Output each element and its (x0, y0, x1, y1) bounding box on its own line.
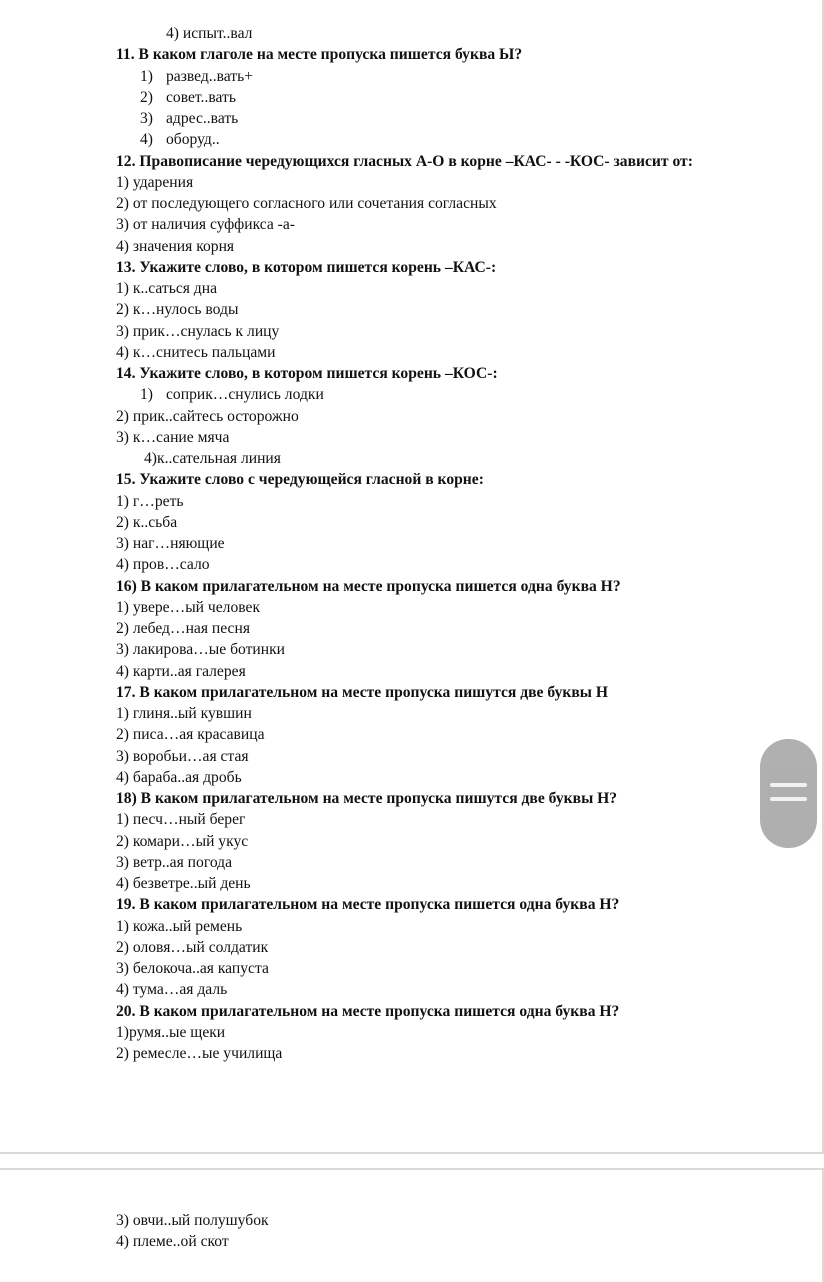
document-page-2 (0, 1168, 824, 1282)
page-1-text (116, 23, 796, 1064)
scroll-handle[interactable] (760, 739, 817, 848)
answer-option: 2) прик..сайтесь осторожно (116, 407, 299, 425)
answer-option: 3) от наличия суффикса -а- (116, 216, 295, 234)
answer-option: 4) значения корня (116, 237, 235, 255)
question-heading: 20. В каком прилагательном на месте пропуска пишется одна буква Н? (116, 1002, 620, 1020)
answer-option: 3) белокоча..ая капуста (116, 960, 269, 977)
answer-option: 3) лакирова…ые ботинки (116, 641, 286, 659)
answer-option: 2) оловя…ый солдатик (116, 938, 269, 956)
option-number: 4) (140, 131, 153, 149)
answer-option: 4)к..сательная линия (144, 450, 281, 467)
answer-option (116, 66, 796, 87)
question-heading: 12. Правописание чередующихся гласных А-О в корне –КАС- - -КОС- зависит от: (116, 152, 693, 170)
answer-option: 1) г…реть (116, 492, 184, 510)
answer-option: 4) к…снитесь пальцами (116, 343, 276, 361)
answer-option: 2) писа…ая красавица (116, 726, 265, 744)
answer-option: 2) к…нулось воды (116, 301, 239, 319)
answer-option: 4) бараба..ая дробь (116, 768, 242, 786)
answer-option: 3) прик…снулась к лицу (116, 322, 280, 340)
question-heading: 17. В каком прилагательном на месте пропуска пишутся две буквы Н (116, 683, 608, 701)
option-text: адрес..вать (166, 110, 239, 127)
page-gap (0, 1154, 824, 1168)
option-number: 1) (140, 386, 153, 404)
answer-option: 1)румя..ые щеки (116, 1023, 226, 1041)
question-heading: 19. В каком прилагательном на месте пропуска пишется одна буква Н? (116, 896, 620, 914)
option-number: 1) (140, 67, 153, 85)
answer-option: 2) лебед…ная песня (116, 620, 250, 637)
answer-option: 3) ветр..ая погода (116, 853, 233, 871)
option-text: совет..вать (166, 88, 236, 106)
answer-option: 3) к…сание мяча (116, 428, 230, 446)
answer-option: 1) глиня..ый кувшин (116, 705, 252, 722)
answer-option: 4) испыт..вал (166, 25, 253, 42)
answer-option: 3) воробьи…ая стая (116, 747, 249, 765)
answer-option: 4) пров…сало (116, 556, 210, 574)
question-heading: 18) В каком прилагательном на месте пропуска пишутся две буквы Н? (116, 790, 618, 807)
answer-option: 2) к..сьба (116, 513, 178, 531)
answer-option: 2) от последующего согласного или сочетания согласных (116, 195, 497, 212)
answer-option (116, 87, 796, 108)
menu-lines-icon (770, 797, 807, 801)
answer-option (116, 129, 796, 150)
answer-option: 4) безветре..ый день (116, 875, 251, 892)
question-heading: 16) В каком прилагательном на месте пропуска пишется одна буква Н? (116, 577, 621, 595)
answer-option: 2) ремесле…ые училища (116, 1045, 283, 1062)
option-number: 2) (140, 88, 153, 106)
answer-option: 1) увере…ый человек (116, 598, 261, 616)
option-text: соприк…снулись лодки (166, 386, 324, 404)
answer-option: 1) к..саться дна (116, 280, 218, 297)
answer-option: 3) овчи..ый полушубок (116, 1212, 269, 1229)
answer-option: 4) карти..ая галерея (116, 662, 246, 680)
answer-option (116, 384, 796, 405)
option-text: развед..вать+ (166, 67, 253, 85)
option-text: оборуд.. (166, 131, 220, 149)
question-heading: 14. Укажите слово, в котором пишется корень –КОС-: (116, 365, 498, 382)
answer-option: 4) тума…ая даль (116, 981, 228, 999)
answer-option: 1) ударения (116, 173, 194, 191)
page-2-text (116, 1210, 796, 1253)
answer-option: 1) песч…ный берег (116, 811, 246, 829)
answer-option: 3) наг…няющие (116, 535, 225, 552)
question-heading: 15. Укажите слово с чередующейся гласной в корне: (116, 471, 484, 489)
answer-option: 2) комари…ый укус (116, 832, 249, 850)
answer-option: 4) племе..ой скот (116, 1233, 229, 1251)
question-heading: 13. Укажите слово, в котором пишется корень –КАС-: (116, 258, 497, 276)
answer-option (116, 108, 796, 129)
answer-option: 1) кожа..ый ремень (116, 917, 243, 935)
question-heading: 11. В каком глаголе на месте пропуска пишется буква Ы? (116, 46, 523, 64)
option-number: 3) (140, 110, 153, 127)
menu-lines-icon (770, 783, 807, 787)
